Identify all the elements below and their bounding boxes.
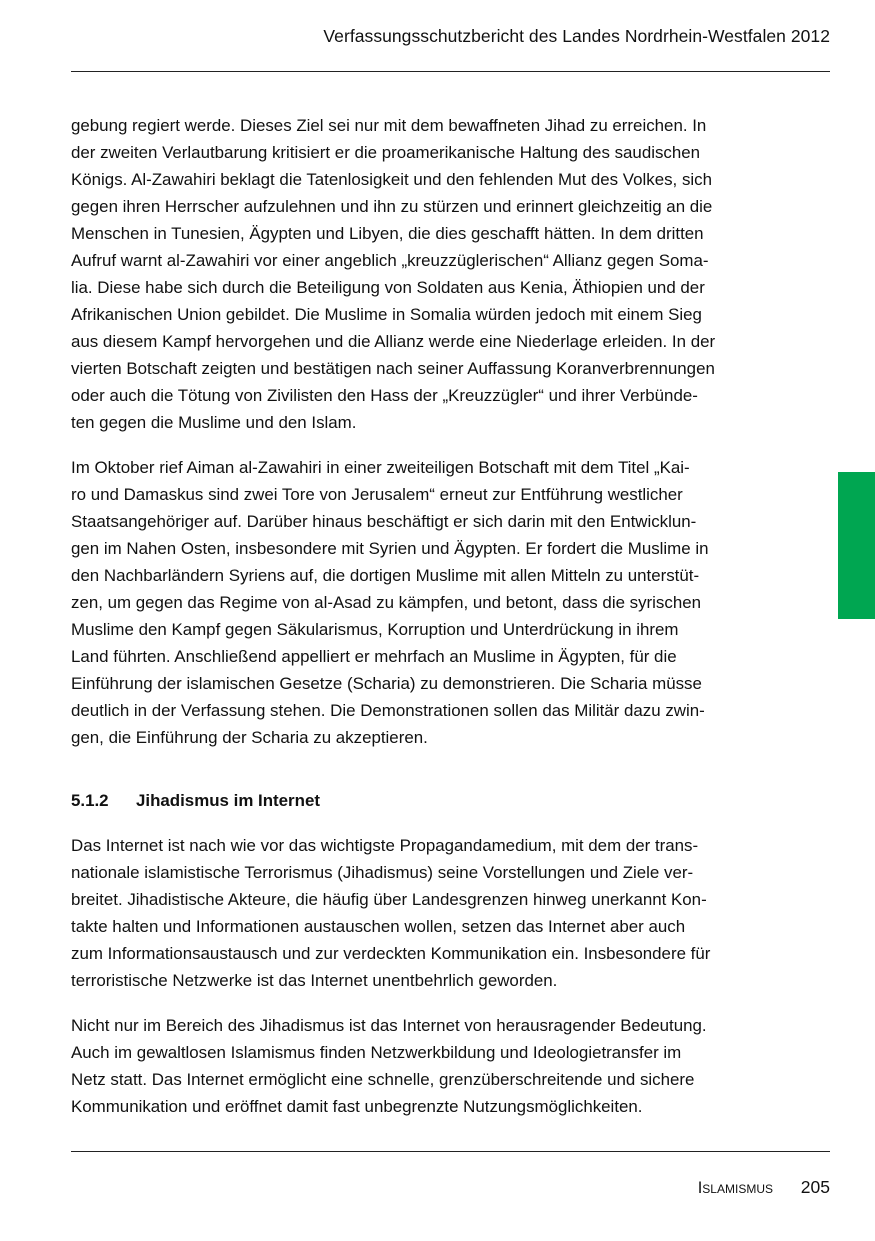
text-line: Netz statt. Das Internet ermöglicht eine schnelle, grenzüberschreitende und sichere [71,1070,695,1089]
text-line: Nicht nur im Bereich des Jihadismus ist das Internet von herausragender Bedeutung. [71,1016,707,1035]
text-line: zen, um gegen das Regime von al-Asad zu kämpfen, und betont, dass die syrischen [71,593,702,612]
header-rule [71,71,830,72]
text-line: Aufruf warnt al-Zawahiri vor einer angeblich „kreuzzüglerischen“ Allianz gegen Soma- [71,251,709,270]
text-line: Land führten. Anschließend appelliert er mehrfach an Muslime in Ägypten, für die [71,647,677,666]
text-line: aus diesem Kampf hervorgehen und die Allianz werde eine Niederlage erleiden. In der [71,332,716,351]
text-line: Königs. Al-Zawahiri beklagt die Tatenlosigkeit und den fehlenden Mut des Volkes, sich [71,170,712,189]
section-heading [71,787,320,814]
section-title: Jihadismus im Internet [136,791,320,810]
footer-section-label: Islamismus [697,1179,773,1197]
text-line: zum Informationsaustausch und zur verdeckten Kommunikation ein. Insbesondere für [71,944,711,963]
text-line: breitet. Jihadistische Akteure, die häufig über Landesgrenzen hinweg unerkannt Kon- [71,890,707,909]
text-line: takte halten und Informationen austauschen wollen, setzen das Internet aber auch [71,917,686,936]
paragraph-3 [71,832,791,994]
text-line: gen, die Einführung der Scharia zu akzeptieren. [71,728,428,747]
text-line: Das Internet ist nach wie vor das wichtigste Propagandamedium, mit dem der trans- [71,836,699,855]
paragraph-2 [71,454,791,751]
text-line: Muslime den Kampf gegen Säkularismus, Korruption und Unterdrückung in ihrem [71,620,679,639]
text-line: ten gegen die Muslime und den Islam. [71,413,357,432]
page-header-title: Verfassungsschutzbericht des Landes Nordrhein-Westfalen 2012 [323,26,830,46]
text-line: Auch im gewaltlosen Islamismus finden Netzwerkbildung und Ideologietransfer im [71,1043,682,1062]
text-line: lia. Diese habe sich durch die Beteiligung von Soldaten aus Kenia, Äthiopien und der [71,278,705,297]
text-line: terroristische Netzwerke ist das Internet unentbehrlich geworden. [71,971,558,990]
text-line: Afrikanischen Union gebildet. Die Muslime in Somalia würden jedoch mit einem Sieg [71,305,702,324]
paragraph-1 [71,112,791,436]
text-line: deutlich in der Verfassung stehen. Die Demonstrationen sollen das Militär dazu zwin- [71,701,705,720]
text-line: Im Oktober rief Aiman al-Zawahiri in einer zweiteiligen Botschaft mit dem Titel „Kai- [71,458,690,477]
text-line: Kommunikation und eröffnet damit fast unbegrenzte Nutzungsmöglichkeiten. [71,1097,643,1116]
text-line: Staatsangehöriger auf. Darüber hinaus beschäftigt er sich darin mit den Entwicklun- [71,512,697,531]
paragraph-4 [71,1012,791,1120]
text-line: nationale islamistische Terrorismus (Jihadismus) seine Vorstellungen und Ziele ver- [71,863,694,882]
text-line: Einführung der islamischen Gesetze (Scharia) zu demonstrieren. Die Scharia müsse [71,674,702,693]
text-line: den Nachbarländern Syriens auf, die dortigen Muslime mit allen Mitteln zu unterstüt- [71,566,700,585]
text-line: ro und Damaskus sind zwei Tore von Jerusalem“ erneut zur Entführung westlicher [71,485,683,504]
text-line: gegen ihren Herrscher aufzulehnen und ihn zu stürzen und erinnert gleichzeitig an die [71,197,713,216]
chapter-side-tab [838,472,875,619]
section-number: 5.1.2 [71,791,109,810]
text-line: gen im Nahen Osten, insbesondere mit Syrien und Ägypten. Er fordert die Muslime in [71,539,709,558]
page-number: 205 [800,1177,830,1197]
text-line: der zweiten Verlautbarung kritisiert er die proamerikanische Haltung des saudischen [71,143,701,162]
text-line: Menschen in Tunesien, Ägypten und Libyen, die dies geschafft hätten. In dem dritten [71,224,704,243]
text-line: vierten Botschaft zeigten und bestätigen nach seiner Auffassung Koranverbrennungen [71,359,715,378]
text-line: oder auch die Tötung von Zivilisten den Hass der „Kreuzzügler“ und ihrer Verbünde- [71,386,698,405]
footer-rule [71,1151,830,1152]
text-line: gebung regiert werde. Dieses Ziel sei nur mit dem bewaffneten Jihad zu erreichen. In [71,116,707,135]
